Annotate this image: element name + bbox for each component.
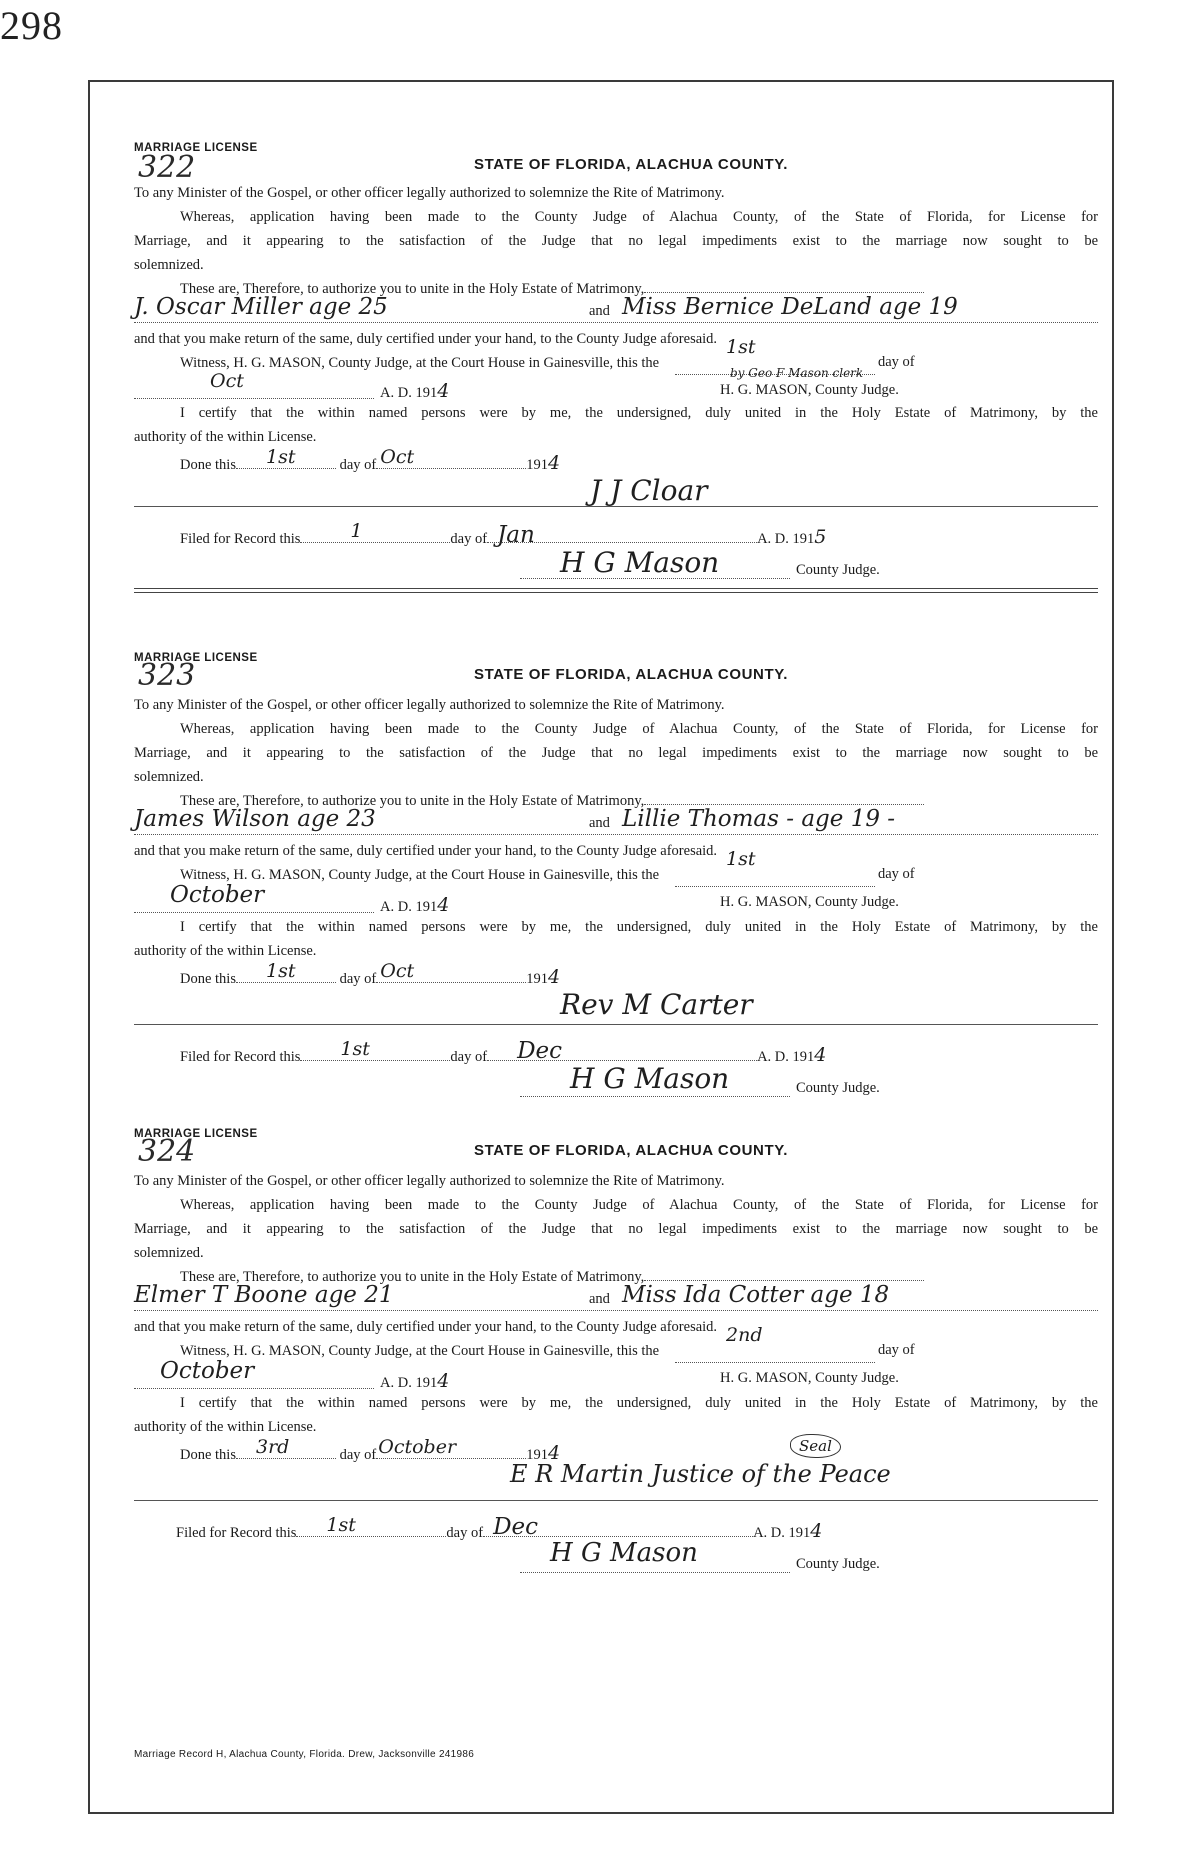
done-day: 1st: [265, 960, 296, 982]
signature-rule: [134, 506, 1098, 507]
filed-month: Dec: [493, 1514, 538, 1540]
judge-signature: H G Mason: [560, 546, 720, 579]
whereas-line-3: solemnized.: [134, 257, 204, 273]
certify-line-1: I certify that the within named persons were by me, the undersigned, duly united in the Holy Estate of Matrimony, by the: [180, 919, 1098, 935]
certify-line-1: I certify that the within named persons were by me, the undersigned, duly united in the Holy Estate of Matrimony, by the: [180, 1395, 1098, 1411]
state-heading: STATE OF FLORIDA, ALACHUA COUNTY.: [474, 666, 788, 683]
day-of-text: day of: [878, 1342, 915, 1358]
ad-year-text: A. D. 1914: [380, 1370, 450, 1392]
parties-line: [134, 800, 1098, 835]
whereas-line-2: Marriage, and it appearing to the satisfaction of the Judge that no legal impediments exist to the marriage now sought to be: [134, 233, 1098, 249]
ad-year-text: A. D. 1914: [380, 380, 450, 402]
whereas-line-1: Whereas, application having been made to the County Judge of Alachua County, of the State of Florida, for License for: [180, 721, 1098, 737]
to-minister-text: To any Minister of the Gospel, or other officer legally authorized to solemnize the Rite of Matrimony.: [134, 697, 725, 713]
judge-signature-line: [520, 1546, 790, 1573]
done-this-line: Done this 1st day of Oct 1914: [180, 446, 561, 474]
groom-name: Elmer T Boone age 21: [134, 1282, 394, 1308]
return-text: and that you make return of the same, duly certified under your hand, to the County Judge aforesaid.: [134, 843, 718, 859]
witness-text: Witness, H. G. MASON, County Judge, at the Court House in Gainesville, this the: [180, 1343, 660, 1359]
judge-signature-line: [520, 1070, 790, 1097]
done-month: Oct: [380, 960, 415, 982]
witness-month: October: [160, 1358, 255, 1384]
filed-month: Dec: [517, 1038, 562, 1064]
parties-line: [134, 288, 1098, 323]
judge-signature-line: [520, 552, 790, 579]
and-text: and: [589, 1291, 610, 1307]
done-this-line: Done this 3rd day of October 1914: [180, 1436, 561, 1464]
license-323: [90, 632, 1112, 1164]
groom-name: James Wilson age 23: [134, 806, 376, 832]
certify-line-2: authority of the within License.: [134, 429, 317, 445]
record-footer: Marriage Record H, Alachua County, Florida. Drew, Jacksonville 241986: [134, 1749, 475, 1760]
judge-print-name: H. G. MASON, County Judge.: [720, 894, 899, 910]
certify-line-2: authority of the within License.: [134, 1419, 317, 1435]
whereas-line-2: Marriage, and it appearing to the satisfaction of the Judge that no legal impediments exist to the marriage now sought to be: [134, 745, 1098, 761]
return-text: and that you make return of the same, duly certified under your hand, to the County Judge aforesaid.: [134, 1319, 718, 1335]
whereas-line-3: solemnized.: [134, 769, 204, 785]
whereas-line-2: Marriage, and it appearing to the satisfaction of the Judge that no legal impediments exist to the marriage now sought to be: [134, 1221, 1098, 1237]
ad-year-text: A. D. 1914: [380, 894, 450, 916]
judge-print-name: H. G. MASON, County Judge.: [720, 382, 899, 398]
clerk-note: by Geo F Mason clerk: [730, 366, 864, 380]
license-label: MARRIAGE LICENSE: [134, 142, 258, 154]
done-day: 3rd: [255, 1436, 290, 1458]
whereas-line-1: Whereas, application having been made to the County Judge of Alachua County, of the State of Florida, for License for: [180, 1197, 1098, 1213]
witness-day-line: [675, 1336, 875, 1363]
witness-day: 1st: [726, 848, 756, 870]
record-frame: [88, 80, 1114, 1814]
done-month: Oct: [380, 446, 415, 468]
witness-month: Oct: [210, 370, 244, 392]
witness-day-line: [675, 860, 875, 887]
officiant-signature: J J Cloar: [590, 474, 708, 507]
filed-day: 1st: [326, 1514, 356, 1536]
witness-month: October: [170, 882, 265, 908]
license-label: MARRIAGE LICENSE: [134, 652, 258, 664]
license-number: 322: [138, 150, 196, 185]
county-judge-text: County Judge.: [796, 562, 880, 578]
filed-record-line: Filed for Record this 1st day of Dec A. D. 1914: [176, 1514, 823, 1542]
parties-line: [134, 1276, 1098, 1311]
signature-rule: [134, 1500, 1098, 1501]
return-text: and that you make return of the same, duly certified under your hand, to the County Judge aforesaid.: [134, 331, 718, 347]
witness-day: 2nd: [726, 1324, 763, 1346]
witness-day: 1st: [726, 336, 756, 358]
to-minister-text: To any Minister of the Gospel, or other officer legally authorized to solemnize the Rite of Matrimony.: [134, 1173, 725, 1189]
page-number: 298: [0, 3, 63, 48]
whereas-line-1: Whereas, application having been made to the County Judge of Alachua County, of the State of Florida, for License for: [180, 209, 1098, 225]
bride-name: Lillie Thomas - age 19 -: [622, 806, 896, 832]
done-day: 1st: [265, 446, 296, 468]
and-text: and: [589, 303, 610, 319]
license-label: MARRIAGE LICENSE: [134, 1128, 258, 1140]
whereas-line-3: solemnized.: [134, 1245, 204, 1261]
judge-signature: H G Mason: [570, 1062, 730, 1095]
license-324: [90, 1108, 1112, 1640]
these-are-text: These are, Therefore, to authorize you to unite in the Holy Estate of Matrimony,: [134, 1268, 1098, 1286]
filed-record-line: Filed for Record this 1 day of Jan A. D. 1915: [180, 520, 827, 548]
bride-name: Miss Bernice DeLand age 19: [622, 294, 958, 320]
certify-line-1: I certify that the within named persons were by me, the undersigned, duly united in the Holy Estate of Matrimony, by the: [180, 405, 1098, 421]
judge-signature: H G Mason: [550, 1538, 698, 1568]
these-are-text: These are, Therefore, to authorize you to unite in the Holy Estate of Matrimony,: [134, 280, 1098, 298]
filed-day: 1st: [340, 1038, 370, 1060]
these-are-text: These are, Therefore, to authorize you to unite in the Holy Estate of Matrimony,: [134, 792, 1098, 810]
section-divider: [134, 588, 1098, 593]
and-text: and: [589, 815, 610, 831]
filed-month: Jan: [497, 522, 535, 548]
license-number: 323: [138, 658, 196, 693]
done-month: October: [378, 1436, 457, 1458]
filed-day: 1: [350, 520, 363, 542]
county-judge-text: County Judge.: [796, 1556, 880, 1572]
seal-stamp: Seal: [790, 1434, 841, 1458]
county-judge-text: County Judge.: [796, 1080, 880, 1096]
bride-name: Miss Ida Cotter age 18: [622, 1282, 890, 1308]
judge-print-name: H. G. MASON, County Judge.: [720, 1370, 899, 1386]
officiant-signature: Rev M Carter: [560, 988, 753, 1021]
state-heading: STATE OF FLORIDA, ALACHUA COUNTY.: [474, 1142, 788, 1159]
witness-month-line: [134, 372, 374, 399]
license-number: 324: [138, 1134, 196, 1169]
certify-line-2: authority of the within License.: [134, 943, 317, 959]
done-this-line: Done this 1st day of Oct 1914: [180, 960, 561, 988]
to-minister-text: To any Minister of the Gospel, or other officer legally authorized to solemnize the Rite of Matrimony.: [134, 185, 725, 201]
license-322: [90, 102, 1112, 634]
witness-text: Witness, H. G. MASON, County Judge, at the Court House in Gainesville, this the: [180, 867, 660, 883]
groom-name: J. Oscar Miller age 25: [134, 294, 388, 320]
witness-text: Witness, H. G. MASON, County Judge, at the Court House in Gainesville, this the: [180, 355, 660, 371]
state-heading: STATE OF FLORIDA, ALACHUA COUNTY.: [474, 156, 788, 173]
filed-record-line: Filed for Record this 1st day of Dec A. D. 1914: [180, 1038, 827, 1066]
day-of-text: day of: [878, 354, 915, 370]
officiant-signature: E R Martin Justice of the Peace: [510, 1460, 891, 1488]
day-of-text: day of: [878, 866, 915, 882]
signature-rule: [134, 1024, 1098, 1025]
